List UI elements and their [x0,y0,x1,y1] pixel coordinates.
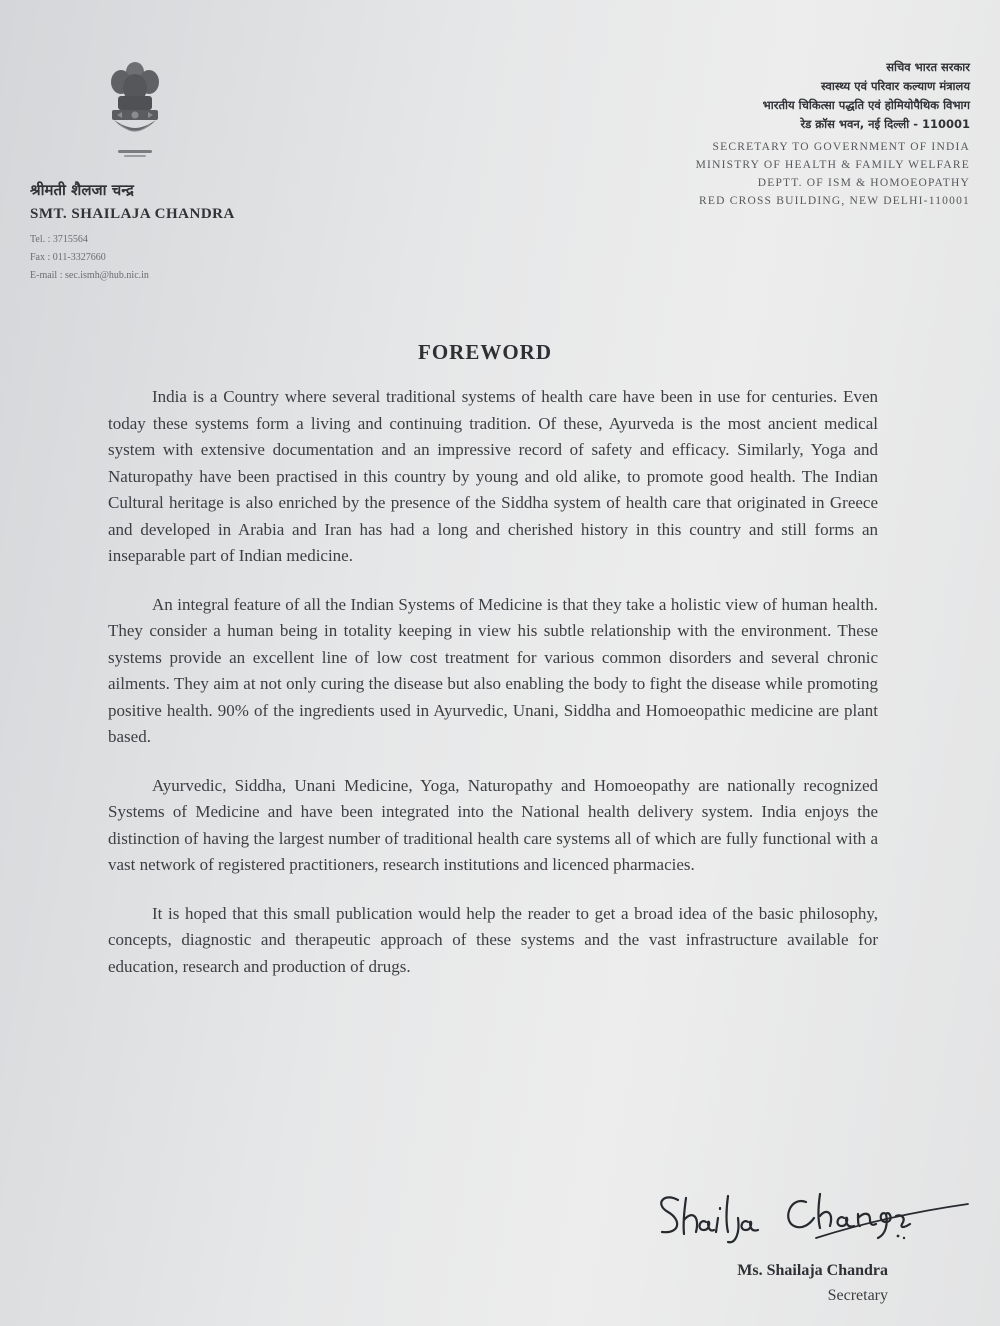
telephone: Tel. : 3715564 [30,234,88,245]
paragraph-1: India is a Country where several traditional systems of health care have been in use for centuries. Even today these systems form a living and continuing tradition. Of these, Ayurveda is the most ancient medical system with extensive documentation and an impressive record of safety and efficacy. Similarly, Yoga and Naturopathy have been practised in this country by young and old alike, to promote good health. The Indian Cultural heritage is also enriched by the presence of the Siddha system of health care that originated in Greece and developed in Arabia and Iran has had a long and cherished history in this country and still forms an inseparable part of Indian medicine. [108,387,878,565]
document-body [108,384,878,1002]
contact-details [30,231,330,285]
office-english-line-1: SECRETARY TO GOVERNMENT OF INDIA [712,141,970,153]
office-english-line-3: DEPTT. OF ISM & HOMOEOPATHY [757,177,970,189]
office-hindi-line-4: रेड क्रॉस भवन, नई दिल्ली - 110001 [800,117,970,131]
document-title: FOREWORD [418,340,552,364]
office-english-line-4: RED CROSS BUILDING, NEW DELHI-110001 [699,195,970,207]
sender-name-english: SMT. SHAILAJA CHANDRA [30,206,235,222]
paragraph-4: It is hoped that this small publication would help the reader to get a broad idea of the basic philosophy, concepts, diagnostic and therapeutic approach of these systems and the vast infrastructure available for education, research and production of drugs. [108,903,878,976]
office-hindi-line-2: स्वास्थ्य एवं परिवार कल्याण मंत्रालय [821,79,970,93]
fax: Fax : 011-3327660 [30,252,106,263]
office-hindi-line-3: भारतीय चिकित्सा पद्धति एवं होमियोपैथिक विभाग [762,98,970,112]
paragraph-2: An integral feature of all the Indian Systems of Medicine is that they take a holistic view of human health. They consider a human being in totality keeping in view his subtle relationship with the environment. These systems provide an excellent line of low cost treatment for various common disorders and several chronic ailments. They aim at not only curing the disease but also enabling the body to fight the disease while promoting positive health. 90% of the ingredients used in Ayurvedic, Unani, Siddha and Homoeopathic medicine are plant based. [108,594,878,746]
signatory-title: Secretary [827,1287,888,1304]
office-hindi-line-1: सचिव भारत सरकार [886,60,970,74]
national-emblem-icon [104,58,166,166]
sender-block [30,180,330,285]
signatory-name: Ms. Shailaja Chandra [737,1262,888,1279]
handwritten-signature [650,1178,980,1258]
sender-name-hindi: श्रीमती शैलजा चन्द्र [30,181,134,199]
office-block [550,58,970,210]
paragraph-3: Ayurvedic, Siddha, Unani Medicine, Yoga, Naturopathy and Homoeopathy are nationally recognized Systems of Medicine and have been integrated into the National health delivery system. India enjoys the distinction of having the largest number of traditional health care systems all of which are fully functional with a vast network of registered practitioners, research institutions and licenced pharmacies. [108,775,878,874]
email: E-mail : sec.ismh@hub.nic.in [30,270,149,281]
office-english-line-2: MINISTRY OF HEALTH & FAMILY WELFARE [695,159,970,171]
